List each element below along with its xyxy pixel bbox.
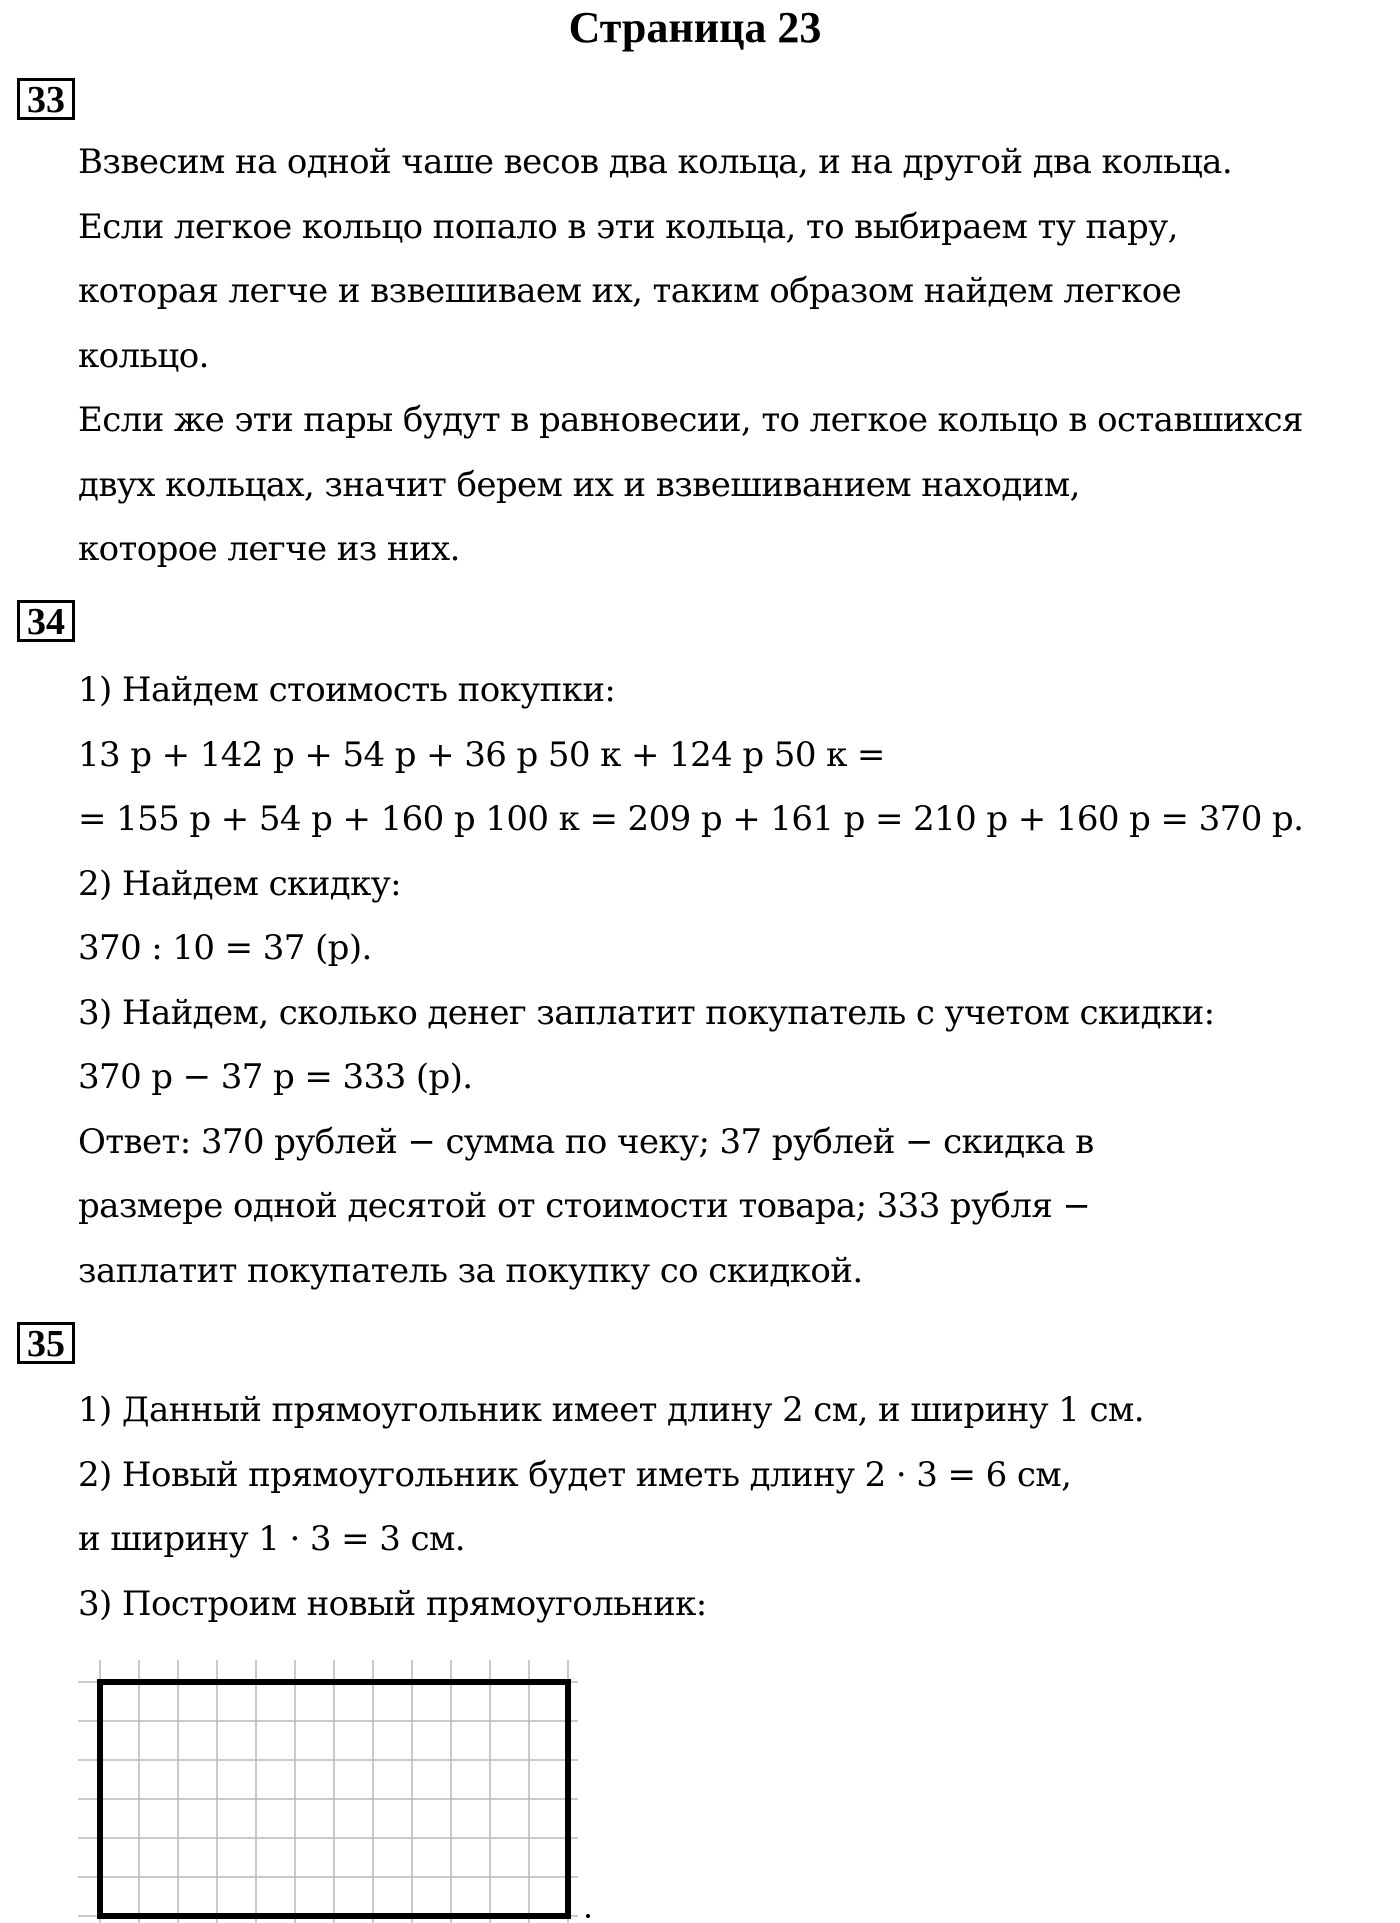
- rectangle-grid-figure: [78, 1660, 598, 1923]
- task-33-solution: [78, 130, 1388, 582]
- solution-line: 370 : 10 = 37 (р).: [78, 928, 372, 968]
- solution-line: 2) Новый прямоугольник будет иметь длину 2 · 3 = 6 см,: [78, 1454, 1072, 1495]
- period-dot: [586, 1914, 590, 1918]
- solution-line: кольцо.: [78, 335, 209, 376]
- solution-line: = 155 р + 54 р + 160 р 100 к = 209 р + 161 р = 210 р + 160 р = 370 р.: [78, 799, 1304, 839]
- page-title: Страница 23: [568, 3, 822, 52]
- solution-line: 370 р − 37 р = 333 (р).: [78, 1057, 473, 1097]
- solution-line: которое легче из них.: [78, 529, 460, 569]
- solution-line: которая легче и взвешиваем их, таким образом найдем легкое: [78, 271, 1182, 311]
- task-34-solution: [78, 658, 1388, 1303]
- task-number-33: 33: [17, 78, 75, 120]
- solution-line: заплатит покупатель за покупку со скидкой.: [78, 1250, 863, 1291]
- solution-line: двух кольцах, значит берем их и взвешиванием находим,: [78, 464, 1080, 505]
- solution-line: Если легкое кольцо попало в эти кольца, то выбираем ту пару,: [78, 206, 1178, 247]
- solution-line: 3) Найдем, сколько денег заплатит покупатель с учетом скидки:: [78, 992, 1215, 1033]
- solution-line: 1) Данный прямоугольник имеет длину 2 см, и ширину 1 см.: [78, 1390, 1144, 1430]
- solution-line: 13 р + 142 р + 54 р + 36 р 50 к + 124 р 50 к =: [78, 734, 885, 775]
- solution-line: и ширину 1 · 3 = 3 см.: [78, 1519, 465, 1559]
- task-number-34: 34: [17, 600, 75, 642]
- solution-line: Если же эти пары будут в равновесии, то легкое кольцо в оставшихся: [78, 400, 1303, 440]
- solution-line: 3) Построим новый прямоугольник:: [78, 1583, 707, 1624]
- solution-line: 2) Найдем скидку:: [78, 863, 401, 904]
- task-number-35: 35: [17, 1322, 75, 1364]
- solution-line: размере одной десятой от стоимости товара; 333 рубля −: [78, 1186, 1091, 1226]
- solution-line: Взвесим на одной чаше весов два кольца, и на другой два кольца.: [78, 142, 1233, 182]
- grid-lines: [78, 1660, 578, 1923]
- solution-line: 1) Найдем стоимость покупки:: [78, 670, 616, 710]
- solution-line: Ответ: 370 рублей − сумма по чеку; 37 рублей − скидка в: [78, 1121, 1094, 1162]
- task-35-solution: [78, 1378, 1388, 1636]
